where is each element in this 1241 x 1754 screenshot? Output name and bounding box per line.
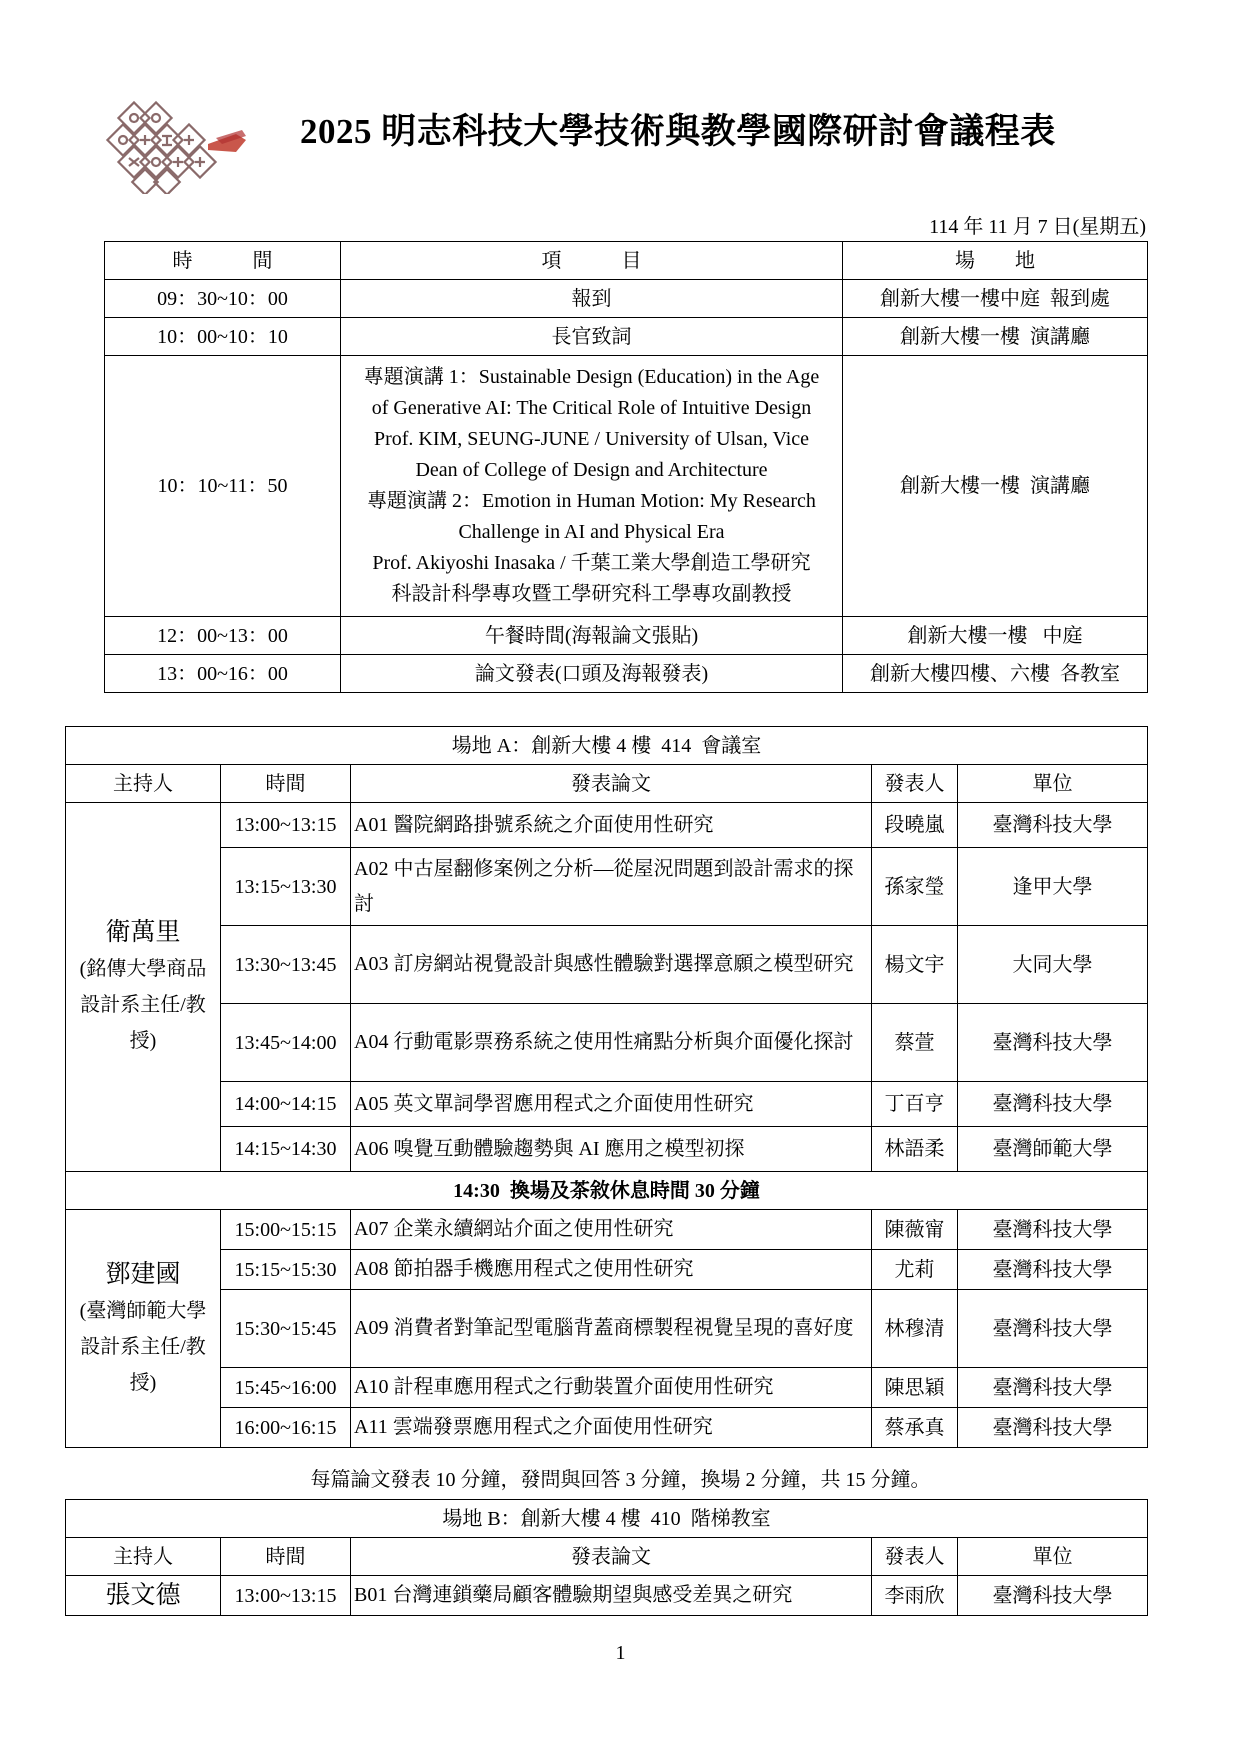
table-row (66, 1408, 1148, 1448)
table-row (66, 1576, 1148, 1616)
paper-title: A10 計程車應用程式之行動裝置介面使用性研究 (351, 1368, 872, 1408)
table-row (66, 848, 1148, 926)
unit: 臺灣科技大學 (958, 1004, 1148, 1082)
keynote-line: 專題演講 1：Sustainable Design (Education) in the Age (363, 366, 820, 388)
unit: 臺灣師範大學 (958, 1127, 1148, 1172)
agenda-header-item: 項 目 (341, 242, 843, 280)
keynote-line: 科設計科學專攻暨工學研究科工學專攻副教授 (391, 583, 792, 605)
slot-time: 15:00~15:15 (221, 1210, 351, 1250)
paper-title: A02 中古屋翻修案例之分析—從屋況問題到設計需求的探討 (351, 848, 872, 926)
host-name: 衛萬里 (105, 919, 181, 946)
agenda-row (105, 280, 1148, 318)
host-name: 鄧建國 (105, 1260, 181, 1288)
paper-title: A09 消費者對筆記型電腦背蓋商標製程視覺呈現的喜好度 (351, 1290, 872, 1368)
page-number: 1 (615, 1642, 626, 1664)
host-affiliation: (銘傳大學商品設計系主任/教授) (79, 958, 207, 1052)
agenda-header-row (105, 242, 1148, 280)
header-paper: 發表論文 (351, 1538, 872, 1576)
unit: 臺灣科技大學 (958, 803, 1148, 848)
agenda-venue: 創新大樓一樓 中庭 (843, 617, 1148, 655)
paper-title: A06 嗅覺互動體驗趨勢與 AI 應用之模型初探 (351, 1127, 872, 1172)
slot-time: 13:00~13:15 (221, 803, 351, 848)
header-unit: 單位 (958, 1538, 1148, 1576)
table-row (66, 926, 1148, 1004)
presenter: 孫家瑩 (872, 848, 958, 926)
agenda-header-venue: 場 地 (843, 242, 1148, 280)
unit: 臺灣科技大學 (958, 1408, 1148, 1448)
paper-title: A01 醫院網路掛號系統之介面使用性研究 (351, 803, 872, 848)
keynote-details (341, 356, 843, 617)
agenda-item: 午餐時間(海報論文張貼) (341, 617, 843, 655)
slot-time: 15:15~15:30 (221, 1250, 351, 1290)
agenda-row (105, 318, 1148, 356)
unit: 臺灣科技大學 (958, 1368, 1148, 1408)
agenda-venue: 創新大樓一樓 演講廳 (843, 318, 1148, 356)
table-row (66, 1210, 1148, 1250)
agenda-time: 10：00~10：10 (105, 318, 341, 356)
keynote-line: Prof. Akiyoshi Inasaka / 千葉工業大學創造工學研究 (372, 552, 811, 574)
agenda-venue: 創新大樓一樓 演講廳 (843, 356, 1148, 617)
header-presenter: 發表人 (872, 1538, 958, 1576)
paper-title: A05 英文單詞學習應用程式之介面使用性研究 (351, 1082, 872, 1127)
presenter: 丁百亨 (872, 1082, 958, 1127)
room-b-table (65, 1499, 1148, 1616)
presenter: 林語柔 (872, 1127, 958, 1172)
agenda-item: 報到 (341, 280, 843, 318)
unit: 逢甲大學 (958, 848, 1148, 926)
header-time: 時間 (221, 1538, 351, 1576)
unit: 大同大學 (958, 926, 1148, 1004)
page-title: 2025 明志科技大學技術與教學國際研討會議程表 (300, 112, 1056, 151)
slot-time: 13:00~13:15 (221, 1576, 351, 1616)
presenter: 段曉嵐 (872, 803, 958, 848)
agenda-time: 10：10~11：50 (105, 356, 341, 617)
header-time: 時間 (221, 765, 351, 803)
agenda-row-keynote (105, 356, 1148, 617)
break-notice: 14:30 換場及茶敘休息時間 30 分鐘 (66, 1172, 1148, 1210)
table-row (66, 1368, 1148, 1408)
host-affiliation: (臺灣師範大學設計系主任/教授) (79, 1299, 207, 1394)
agenda-header-time: 時 間 (105, 242, 341, 280)
session-host (66, 1576, 221, 1616)
room-b-header-row (66, 1538, 1148, 1576)
slot-time: 13:45~14:00 (221, 1004, 351, 1082)
keynote-line: Challenge in AI and Physical Era (458, 521, 725, 543)
table-row (66, 1250, 1148, 1290)
unit: 臺灣科技大學 (958, 1082, 1148, 1127)
slot-time: 14:15~14:30 (221, 1127, 351, 1172)
room-b-title: 場地 B：創新大樓 4 樓 410 階梯教室 (66, 1500, 1148, 1538)
paper-title: A08 節拍器手機應用程式之使用性研究 (351, 1250, 872, 1290)
slot-time: 15:30~15:45 (221, 1290, 351, 1368)
agenda-time: 12：00~13：00 (105, 617, 341, 655)
slot-time: 13:30~13:45 (221, 926, 351, 1004)
paper-title: A04 行動電影票務系統之使用性痛點分析與介面優化探討 (351, 1004, 872, 1082)
header-unit: 單位 (958, 765, 1148, 803)
agenda-venue: 創新大樓一樓中庭 報到處 (843, 280, 1148, 318)
agenda-time: 09：30~10：00 (105, 280, 341, 318)
table-row (66, 1127, 1148, 1172)
paper-title: B01 台灣連鎖藥局顧客體驗期望與感受差異之研究 (351, 1576, 872, 1616)
unit: 臺灣科技大學 (958, 1576, 1148, 1616)
room-a-title: 場地 A：創新大樓 4 樓 414 會議室 (66, 727, 1148, 765)
university-logo (96, 100, 252, 194)
keynote-line: of Generative AI: The Critical Role of Intuitive Design (371, 397, 812, 419)
agenda-venue: 創新大樓四樓、六樓 各教室 (843, 655, 1148, 693)
table-row (66, 1004, 1148, 1082)
keynote-line: Prof. KIM, SEUNG-JUNE / University of Ulsan, Vice (373, 428, 810, 450)
agenda-table (104, 241, 1148, 693)
table-row (66, 1082, 1148, 1127)
session-host (66, 1210, 221, 1448)
event-date: 114 年 11 月 7 日(星期五) (929, 216, 1146, 238)
agenda-item: 論文發表(口頭及海報發表) (341, 655, 843, 693)
presentation-note: 每篇論文發表 10 分鐘，發問與回答 3 分鐘，換場 2 分鐘，共 15 分鐘。 (310, 1469, 931, 1491)
presenter: 陳思穎 (872, 1368, 958, 1408)
keynote-line: Dean of College of Design and Architecture (415, 459, 768, 481)
agenda-time: 13：00~16：00 (105, 655, 341, 693)
presenter: 蔡承真 (872, 1408, 958, 1448)
unit: 臺灣科技大學 (958, 1210, 1148, 1250)
header-host: 主持人 (66, 1538, 221, 1576)
slot-time: 13:15~13:30 (221, 848, 351, 926)
slot-time: 15:45~16:00 (221, 1368, 351, 1408)
unit: 臺灣科技大學 (958, 1290, 1148, 1368)
agenda-row (105, 655, 1148, 693)
room-a-header-row (66, 765, 1148, 803)
agenda-item: 長官致詞 (341, 318, 843, 356)
break-row (66, 1172, 1148, 1210)
unit: 臺灣科技大學 (958, 1250, 1148, 1290)
header-host: 主持人 (66, 765, 221, 803)
paper-title: A11 雲端發票應用程式之介面使用性研究 (351, 1408, 872, 1448)
keynote-line: 專題演講 2：Emotion in Human Motion: My Research (367, 490, 816, 512)
paper-title: A07 企業永續網站介面之使用性研究 (351, 1210, 872, 1250)
header-paper: 發表論文 (351, 765, 872, 803)
paper-title: A03 訂房網站視覺設計與感性體驗對選擇意願之模型研究 (351, 926, 872, 1004)
presenter: 林穆清 (872, 1290, 958, 1368)
presenter: 陳薇甯 (872, 1210, 958, 1250)
presenter: 楊文宇 (872, 926, 958, 1004)
session-host (66, 803, 221, 1172)
presenter: 蔡萱 (872, 1004, 958, 1082)
presenter: 李雨欣 (872, 1576, 958, 1616)
agenda-row (105, 617, 1148, 655)
header-presenter: 發表人 (872, 765, 958, 803)
slot-time: 16:00~16:15 (221, 1408, 351, 1448)
table-row (66, 1290, 1148, 1368)
slot-time: 14:00~14:15 (221, 1082, 351, 1127)
room-a-table (65, 726, 1148, 1448)
presenter: 尤莉 (872, 1250, 958, 1290)
host-name: 張文德 (105, 1581, 181, 1609)
table-row (66, 803, 1148, 848)
